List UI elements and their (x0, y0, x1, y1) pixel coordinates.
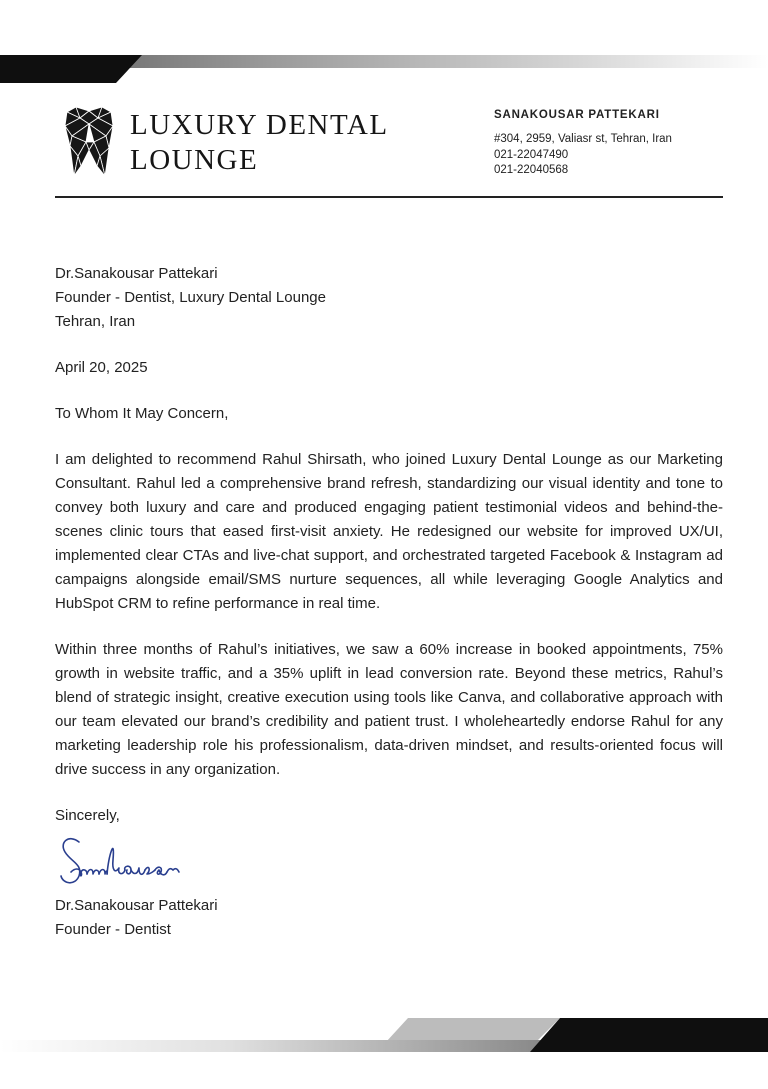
body-paragraph-2: Within three months of Rahul’s initiatives, we saw a 60% increase in booked appointments, 75% growth in website traffic, and a 35% uplift in lead conversion rate. Beyond these metrics, Rahul’s blend of strategic insight, creative execution using tools like Canva, and collaborative approach with our team elevated our brand’s credibility and patient trust. I wholeheartedly endorse Rahul for any marketing leadership role his professionalism, data-driven mindset, and results-oriented focus will drive success in any organization. (55, 641, 723, 778)
sender-block (55, 262, 723, 334)
header-divider (55, 196, 723, 198)
top-decorative-band (0, 55, 768, 95)
sender-title: Founder - Dentist, Luxury Dental Lounge (55, 289, 326, 306)
contact-block (494, 107, 672, 179)
contact-phone-1: 021-22047490 (494, 148, 569, 161)
contact-phone-2: 021-22040568 (494, 164, 569, 176)
tooth-icon (64, 106, 114, 178)
contact-address: #304, 2959, Valiasr st, Tehran, Iran (494, 133, 672, 145)
brand-line-2: LOUNGE (130, 144, 259, 176)
salutation: To Whom It May Concern, (55, 405, 229, 422)
contact-name: SANAKOUSAR PATTEKARI (494, 109, 660, 121)
bottom-decorative-band (0, 1012, 768, 1052)
signoff-name: Dr.Sanakousar Pattekari (55, 897, 218, 914)
handwritten-signature (57, 830, 187, 890)
sender-location: Tehran, Iran (55, 313, 136, 330)
letter-body (55, 262, 723, 942)
brand-line-1: LUXURY DENTAL (130, 109, 389, 141)
signoff-title: Founder - Dentist (55, 921, 171, 938)
sender-name: Dr.Sanakousar Pattekari (55, 265, 218, 282)
body-paragraph-1: I am delighted to recommend Rahul Shirsath, who joined Luxury Dental Lounge as our Marketing Consultant. Rahul led a comprehensive brand refresh, standardizing our visual identity and tone to convey both luxury and care and produced engaging patient testimonial videos and behind-the-scenes clinic tours that eased first-visit anxiety. He redesigned our website for improved UX/UI, implemented clear CTAs and live-chat support, and orchestrated targeted Facebook & Instagram ad campaigns alongside email/SMS nurture sequences, all while leveraging Google Analytics and HubSpot CRM to refine performance in real time. (55, 451, 723, 612)
brand-name (130, 108, 389, 178)
signoff-block (55, 894, 723, 942)
closing: Sincerely, (55, 807, 120, 824)
letter-date: April 20, 2025 (55, 359, 148, 376)
